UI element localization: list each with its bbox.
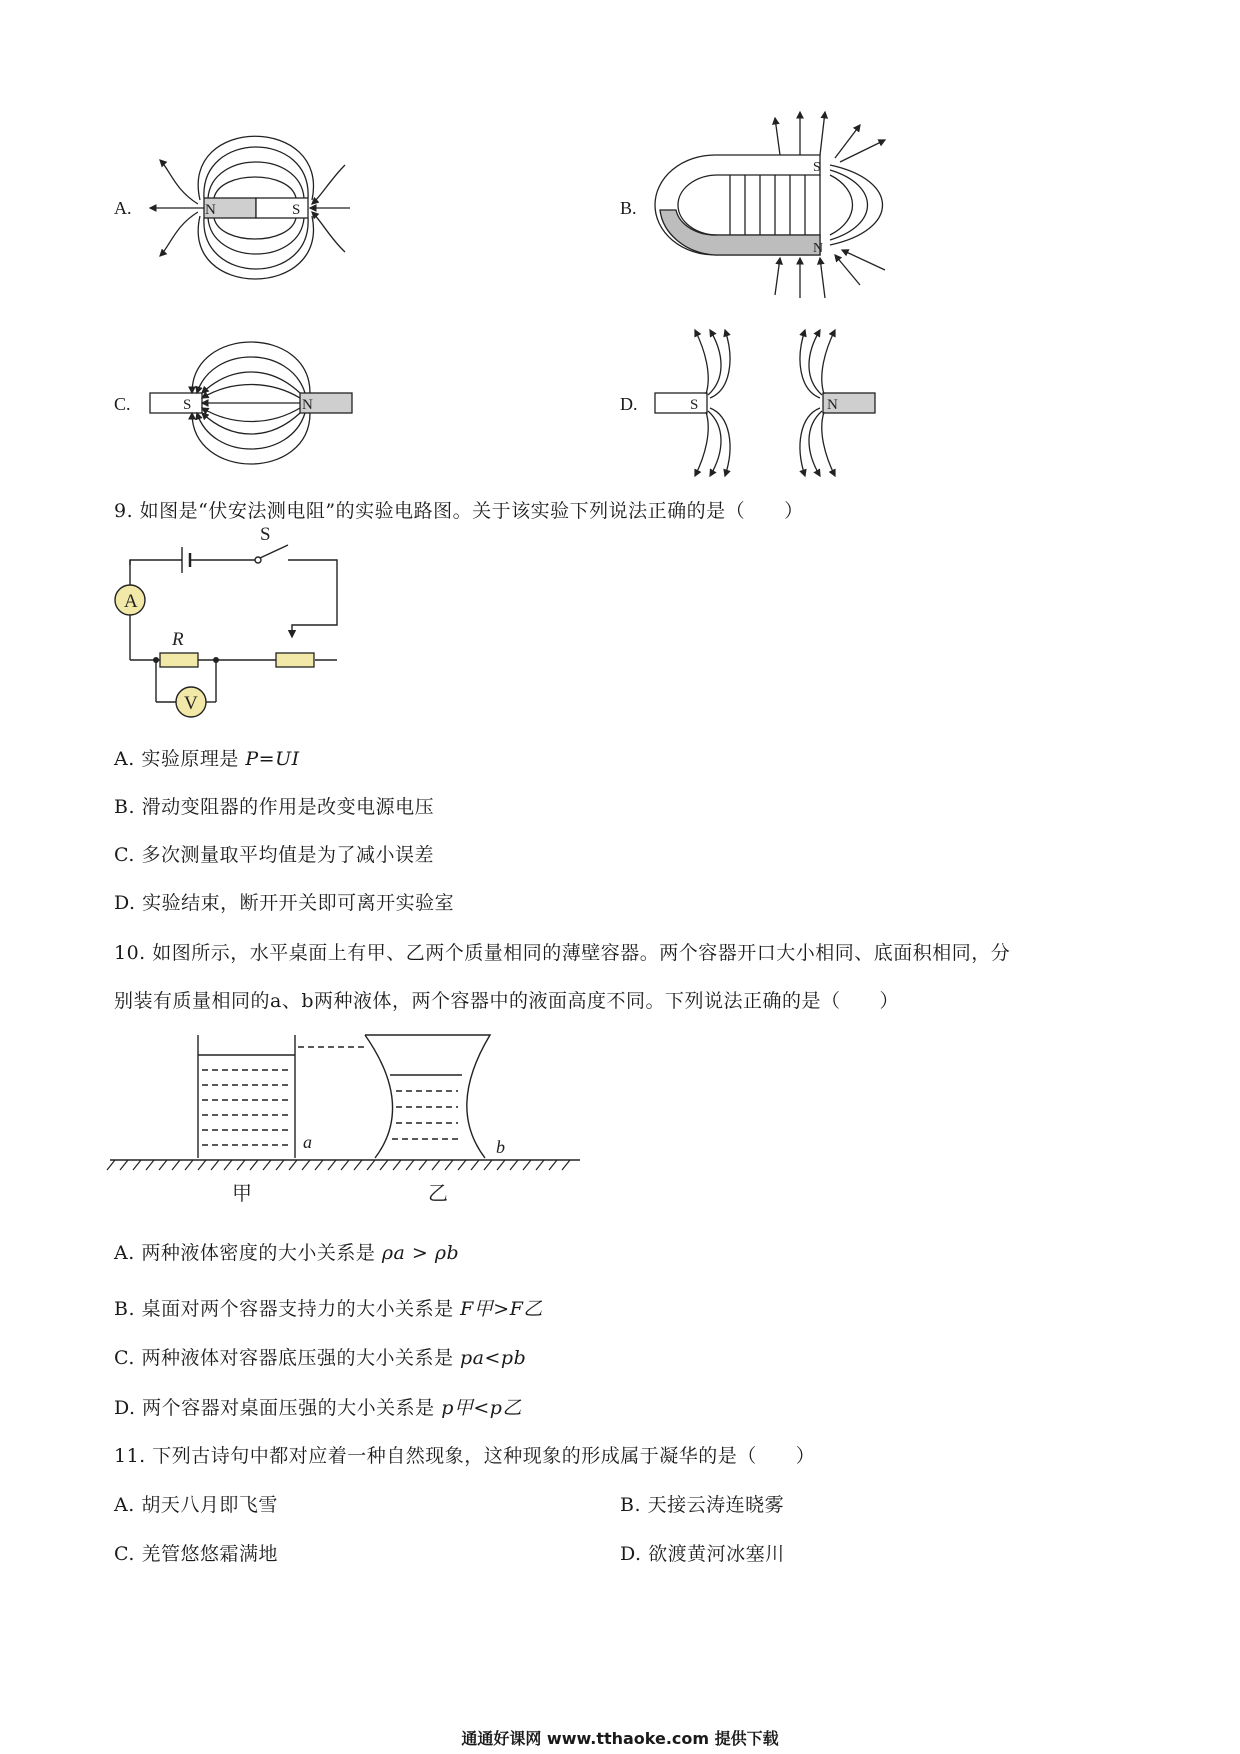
q8-option-b-label: B. xyxy=(620,198,637,218)
q10-d-relation: p甲<p乙 xyxy=(441,1397,522,1419)
q11-stem: 11. 下列古诗句中都对应着一种自然现象，这种现象的形成属于凝华的是（ ） xyxy=(114,1445,816,1467)
q11-d-label: D. xyxy=(620,1543,642,1565)
q10-d-label: D. xyxy=(114,1397,136,1419)
q11-option-a xyxy=(114,1490,278,1517)
fig-c-n: N xyxy=(302,397,313,413)
q10-b-relation: F甲>F乙 xyxy=(460,1298,543,1320)
q11-a-label: A. xyxy=(114,1494,135,1516)
fig-c-s: S xyxy=(183,397,192,413)
q11-a-text: 胡天八月即飞雪 xyxy=(141,1494,278,1516)
q10-c-text: 两种液体对容器底压强的大小关系是 xyxy=(141,1347,454,1369)
fig-d-s: S xyxy=(690,397,699,413)
q11-option-d xyxy=(620,1539,785,1566)
q8-option-c-label: C. xyxy=(114,394,131,414)
q9-circuit-diagram xyxy=(100,525,360,730)
circuit-ammeter-label: A xyxy=(124,591,138,612)
q8-figure-a xyxy=(150,136,350,279)
fig-a-s: S xyxy=(292,202,301,218)
fig-liquid-a: a xyxy=(303,1132,312,1152)
fig-d-n: N xyxy=(827,397,838,413)
q9-c-label: C. xyxy=(114,844,135,866)
q9-b-label: B. xyxy=(114,796,136,818)
q10-option-b xyxy=(114,1294,543,1321)
q9-option-c xyxy=(114,840,434,867)
fig-b-s: S xyxy=(813,160,821,175)
q11-b-label: B. xyxy=(620,1494,642,1516)
q8-figure-c xyxy=(150,342,352,464)
q10-stem-line2: 别装有质量相同的a、b两种液体，两个容器中的液面高度不同。下列说法正确的是（ ） xyxy=(114,990,899,1012)
fig-liquid-b: b xyxy=(496,1137,505,1157)
q8-option-a-label: A. xyxy=(114,198,132,218)
q8-figures xyxy=(0,0,1240,500)
q10-c-label: C. xyxy=(114,1347,135,1369)
q11-c-label: C. xyxy=(114,1543,135,1565)
q11-c-text: 羌管悠悠霜满地 xyxy=(141,1543,278,1565)
q9-c-text: 多次测量取平均值是为了减小误差 xyxy=(141,844,434,866)
q11-b-text: 天接云涛连晓雾 xyxy=(647,1494,785,1516)
q10-a-relation: ρa > ρb xyxy=(381,1242,460,1264)
q10-option-c xyxy=(114,1343,526,1370)
page-footer: 通通好课网 www.tthaoke.com 提供下载 xyxy=(461,1729,779,1748)
fig-container-1: 甲 xyxy=(232,1183,252,1205)
q9-a-formula: P=UI xyxy=(245,748,300,770)
fig-b-n: N xyxy=(813,241,824,256)
q8-figure-d xyxy=(655,330,875,476)
fig-a-n: N xyxy=(205,202,216,218)
circuit-voltmeter-label: V xyxy=(184,693,198,714)
q10-container-figure xyxy=(100,1025,600,1210)
q9-d-text: 实验结束，断开开关即可离开实验室 xyxy=(142,892,455,914)
circuit-switch-label: S xyxy=(260,525,271,545)
q10-b-label: B. xyxy=(114,1298,136,1320)
q10-option-a xyxy=(114,1238,459,1265)
q9-option-a xyxy=(114,744,300,771)
q9-d-label: D. xyxy=(114,892,136,914)
q9-b-text: 滑动变阻器的作用是改变电源电压 xyxy=(141,796,435,818)
circuit-resistor-label: R xyxy=(172,629,184,650)
q8-figure-b xyxy=(655,112,885,298)
q9-option-b xyxy=(114,792,434,819)
q10-option-d xyxy=(114,1393,522,1420)
fig-container-2: 乙 xyxy=(428,1183,448,1205)
q9-stem: 9. 如图是“伏安法测电阻”的实验电路图。关于该实验下列说法正确的是（ ） xyxy=(114,500,804,522)
q10-d-text: 两个容器对桌面压强的大小关系是 xyxy=(142,1397,435,1419)
q11-option-c xyxy=(114,1539,278,1566)
q10-stem-line1: 10. 如图所示，水平桌面上有甲、乙两个质量相同的薄壁容器。两个容器开口大小相同、底面积相同，分 xyxy=(114,942,1011,964)
q11-d-text: 欲渡黄河冰塞川 xyxy=(648,1543,785,1565)
q10-a-text: 两种液体密度的大小关系是 xyxy=(141,1242,376,1264)
q9-a-text: 实验原理是 xyxy=(141,748,246,770)
q10-a-label: A. xyxy=(114,1242,135,1264)
q10-c-relation: pa<pb xyxy=(460,1347,527,1369)
q9-option-d xyxy=(114,888,454,915)
q9-a-label: A. xyxy=(114,748,135,770)
q10-b-text: 桌面对两个容器支持力的大小关系是 xyxy=(141,1298,454,1320)
q8-option-d-label: D. xyxy=(620,394,638,414)
q11-option-b xyxy=(620,1490,784,1517)
